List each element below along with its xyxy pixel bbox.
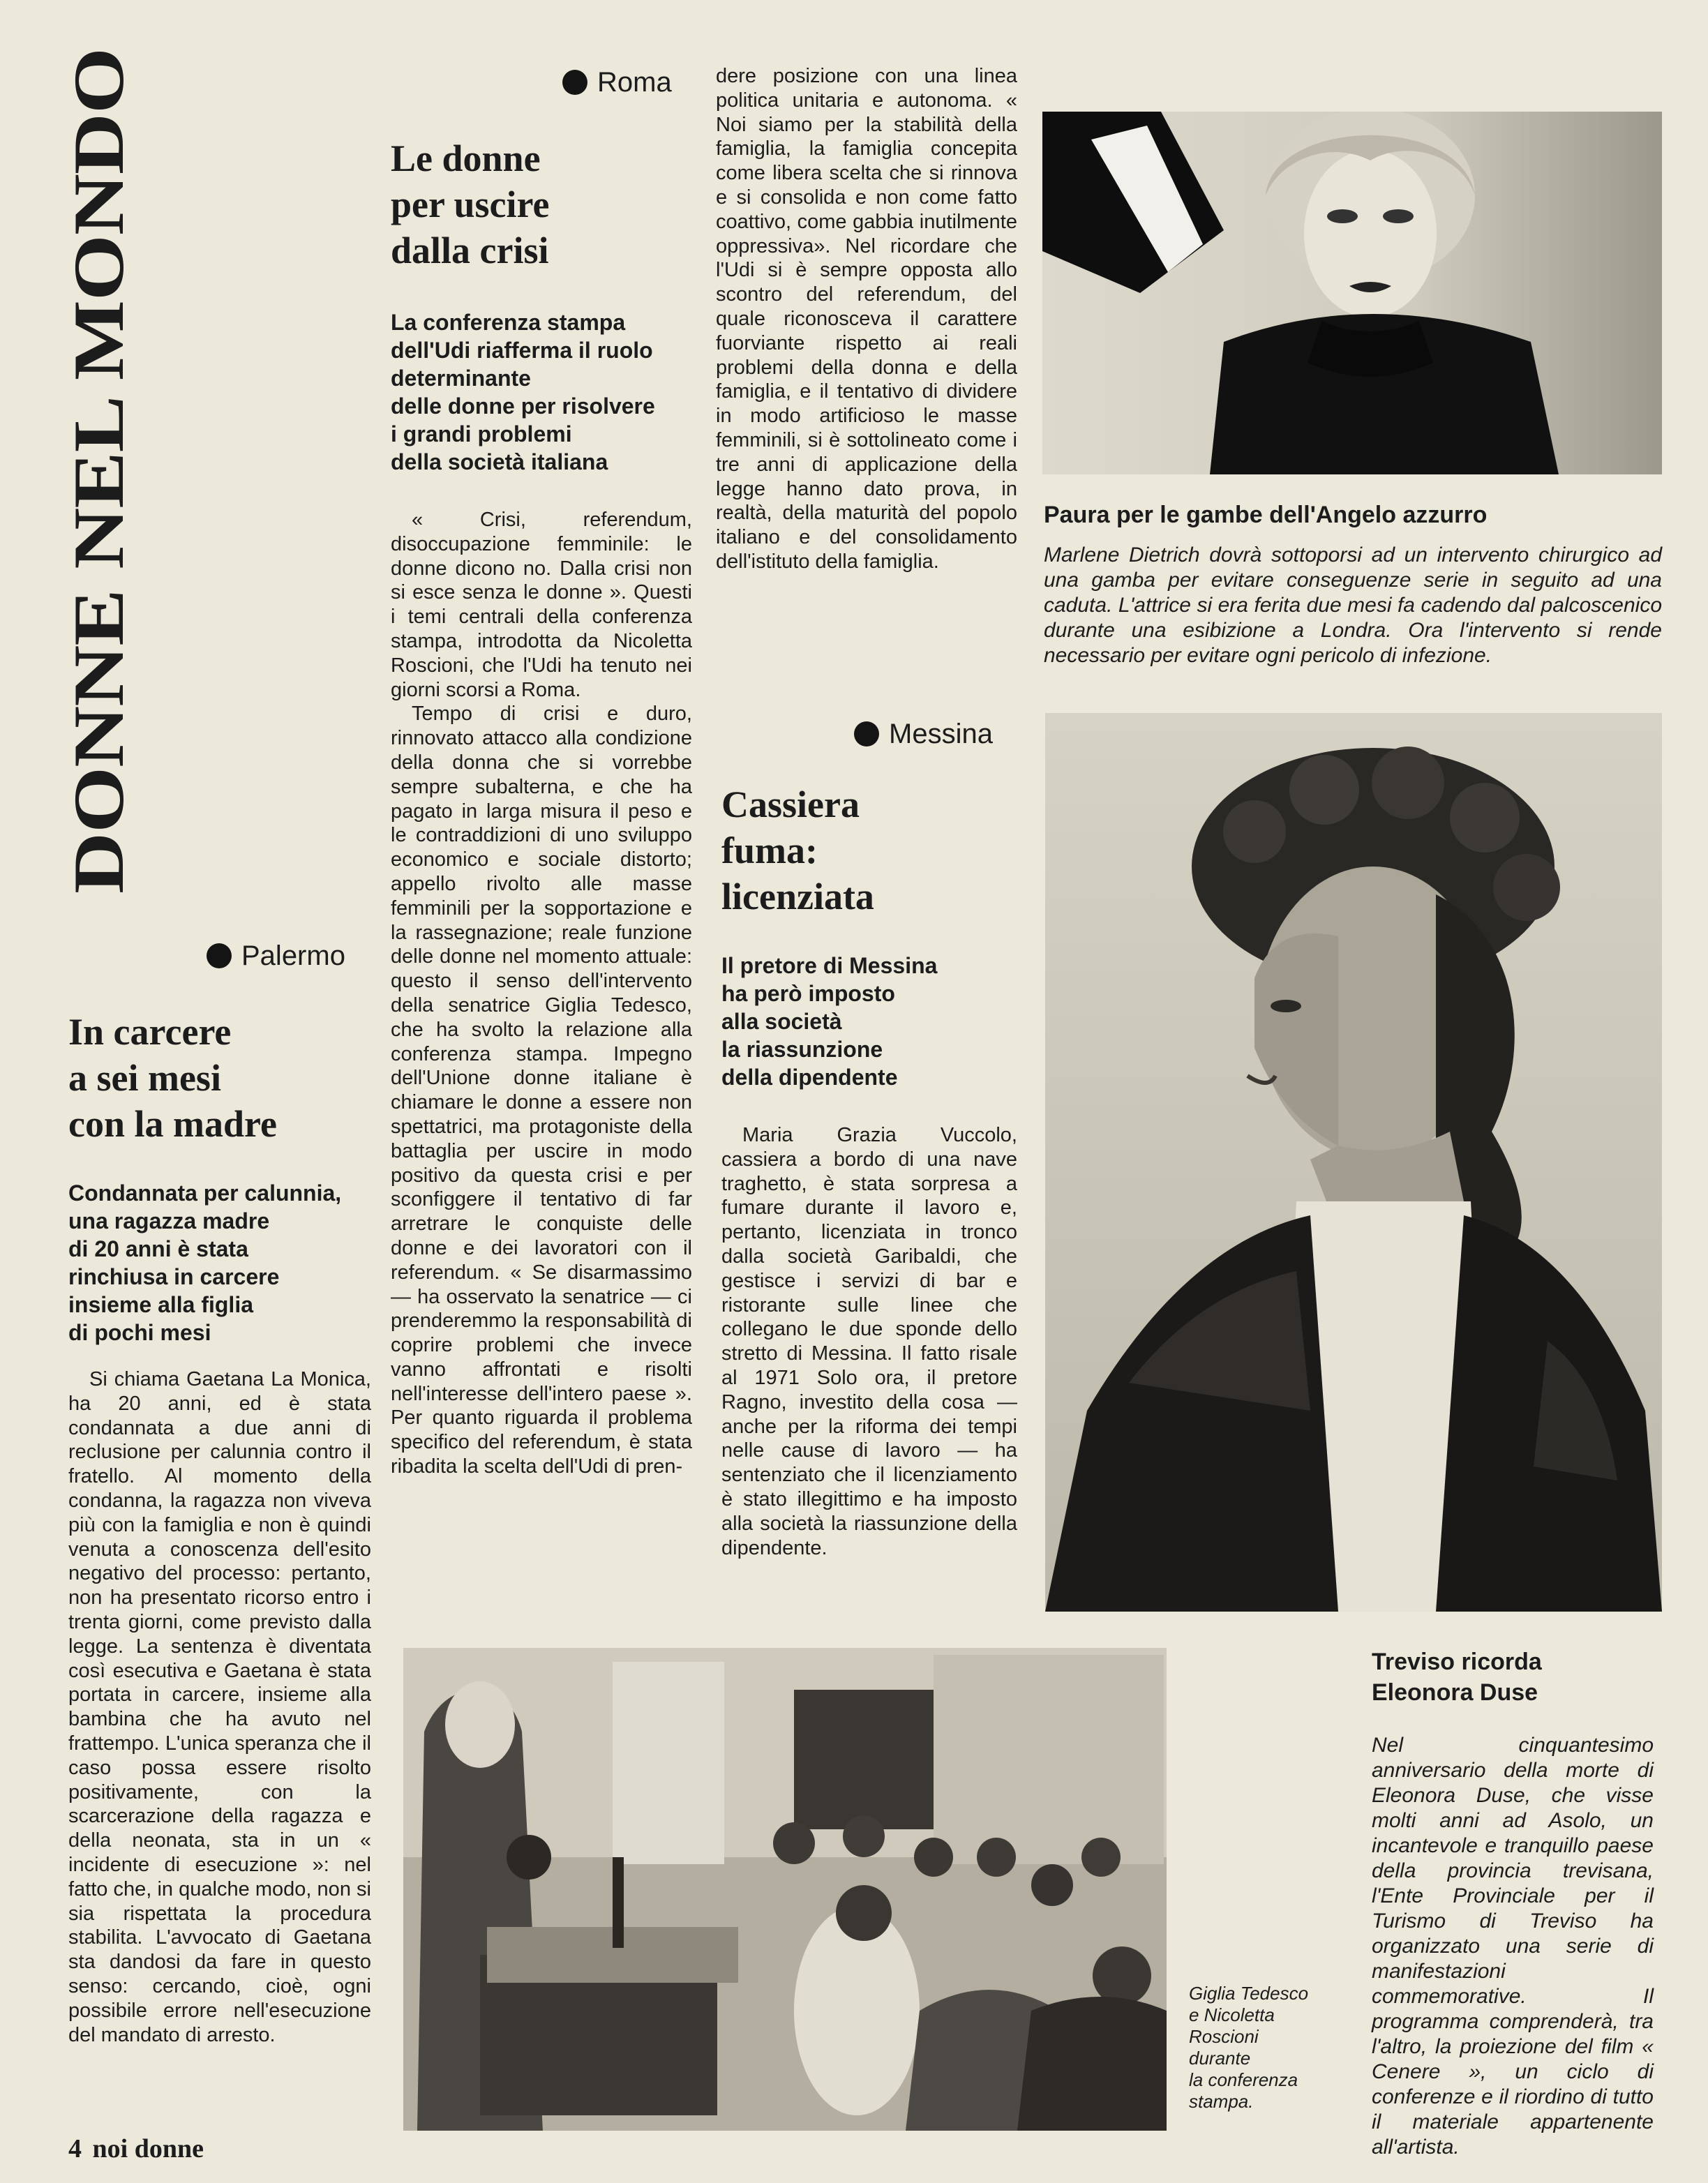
palermo-body-text: Si chiama Gaetana La Monica, ha 20 anni, ed è stata condannata a due anni di reclusione per calunnia contro il fratello. Al momento della condanna, la ragazza non viveva più con la famiglia e non è quindi venuta a conoscenza dell'esito negativo del processo: pertanto, non ha presentato ricorso entro i trenta giorni, come previsto dalla legge. La sentenza è diventata così esecutiva e Gaetana è stata portata in carcere, insieme alla bambina che ha avuto nel frattempo. L'unica speranza che il caso possa essere risolto positivamente, con la scarcerazione della ragazza e della neonata, sta in un « incidente di esecuzione »: nel fatto che, in qualche modo, non si sia rispettata la procedura stabilita. L'avvocato di Gaetana sta dandosi da fare in questo senso: cercando, cioè, ogni possibile errore nell'esecuzione del mandato di arresto. (68, 1368, 371, 2046)
roma-body-p1: « Crisi, referendum, disoccupazione femminile: le donne dicono no. Dalla crisi non si esce senza le donne ». Questi i temi centrali della conferenza stampa, introdotta da Nicoletta Roscioni, che l'Udi ha tenuto nei giorni scorsi a Roma. (391, 509, 692, 701)
roma-headline: Le donne per uscire dalla crisi (391, 137, 550, 271)
location-label: Messina (889, 719, 993, 749)
messina-deck: Il pretore di Messina ha però imposto alla società la riassunzione della dipendente (721, 953, 938, 1090)
messina-body-text: Maria Grazia Vuccolo, cassiera a bordo di una nave traghetto, è stata sorpresa a fumare durante il lavoro e, pertanto, licenziata in tronco dalla società Garibaldi, che gestisce i servizi di bar e ristorante sulle linee che collegano le due sponde dello stretto di Messina. Il fatto risale al 1971 Solo ora, il pretore Ragno, investito della cosa — anche per la riforma dei tempi nelle cause di lavoro — ha sentenziato che il licenziamento è stato illegittimo e ha imposto alla società la riassunzione della dipendente. (721, 1124, 1017, 1559)
conference-photo-caption: Giglia Tedesco e Nicoletta Roscioni durante la conferenza stampa. (1189, 1983, 1309, 2112)
dietrich-text: Marlene Dietrich dovrà sottoporsi ad un intervento chirurgico ad una gamba per evitare conseguenze serie in seguito ad una caduta. L'attrice si era ferita due mesi fa cadendo dal palcoscenico durante una esibizione a Londra. Ora l'intervento si rende necessario per evitare ogni pericolo di infezione. (1044, 543, 1662, 667)
roma-body-cont-text: dere posizione con una linea politica unitaria e autonoma. « Noi siamo per la stabilità della famiglia, la famiglia concepita come libera scelta che si rinnova e si consolida e non come fatto coattivo, come gabbia inutilmente oppressiva». Nel ricordare che l'Udi si è sempre opposta allo scontro del referendum, del quale riconosceva il carattere fuorviante rispetto ai reali problemi della donna e della famiglia, e il tentativo di dividere in modo artificioso le masse femminili, si è sottolineato come i tre anni di applicazione della legge hanno dato prova, in realtà, della maturità del popolo italiano e del consolidamento dell'istituto della famiglia. (716, 65, 1017, 573)
duse-text: Nel cinquantesimo anniversario della morte di Eleonora Duse, che visse molti anni ad Asolo, un incantevole e tranquillo paese della provincia trevisana, l'Ente Provinciale per il Turismo di Treviso ha organizzato una serie di manifestazioni commemorative. Il programma comprenderà, tra l'altro, la proiezione del film « Cenere », un ciclo di conferenze e il riordino di tutto il materiale appartenente all'artista. (1372, 1734, 1654, 2159)
photo-press-conference (403, 1648, 1167, 2131)
roma-deck: La conferenza stampa dell'Udi riafferma il ruolo determinante delle donne per risolvere i grandi problemi della società italiana (391, 310, 655, 474)
photo-marlene-dietrich (1042, 112, 1662, 474)
location-messina (854, 717, 993, 751)
location-label: Roma (597, 67, 672, 98)
roma-body (391, 508, 692, 1479)
bullet-icon (854, 721, 879, 747)
messina-body (721, 1123, 1017, 1560)
section-title: DONNE NEL MONDO (59, 48, 139, 894)
messina-headline: Cassiera fuma: licenziata (721, 783, 874, 917)
magazine-name: noi donne (92, 2134, 204, 2163)
location-palermo (207, 939, 345, 973)
location-label: Palermo (241, 940, 345, 971)
palermo-deck: Condannata per calunnia, una ragazza madre di 20 anni è stata rinchiusa in carcere insieme alla figlia di pochi mesi (68, 1180, 342, 1345)
location-roma (562, 66, 672, 99)
roma-body-p2: Tempo di crisi e duro, rinnovato attacco alla condizione della donna che si vorrebbe sempre subalterna, e che ha pagato in larga misura il peso e le contraddizioni di uno sviluppo economico e sociale distorto; appello rivolto alle masse femminili per la sopportazione e la rassegnazione; reale funzione delle donne nel momento attuale: questo il senso dell'intervento della senatrice Giglia Tedesco, che ha svolto la relazione alla conferenza stampa. Impegno dell'Unione donne italiane è chiamare le donne a essere non spettatrici, ma protagoniste della battaglia per uscire in modo positivo da questa crisi e per sconfiggere il tentativo di far arretrare le conquiste delle donne e dei lavoratori con il referendum. « Se disarmassimo — ha osservato la senatrice — ci prenderemmo la responsabilità di coprire problemi che invece vanno affrontati e risolti nell'interesse dell'intero paese ». Per quanto riguarda il problema specifico del referendum, è stata ribadita la scelta dell'Udi di pren- (391, 703, 692, 1478)
bullet-icon (207, 943, 232, 968)
roma-body-continued (716, 64, 1017, 574)
dietrich-title: Paura per le gambe dell'Angelo azzurro (1044, 502, 1488, 528)
bullet-icon (562, 70, 587, 95)
page-number: 4 (68, 2134, 82, 2163)
photo-eleonora-duse (1045, 713, 1662, 1612)
page-footer (68, 2133, 204, 2164)
palermo-body (68, 1367, 371, 2047)
duse-title: Treviso ricorda Eleonora Duse (1372, 1649, 1542, 1706)
palermo-headline: In carcere a sei mesi con la madre (68, 1011, 277, 1145)
